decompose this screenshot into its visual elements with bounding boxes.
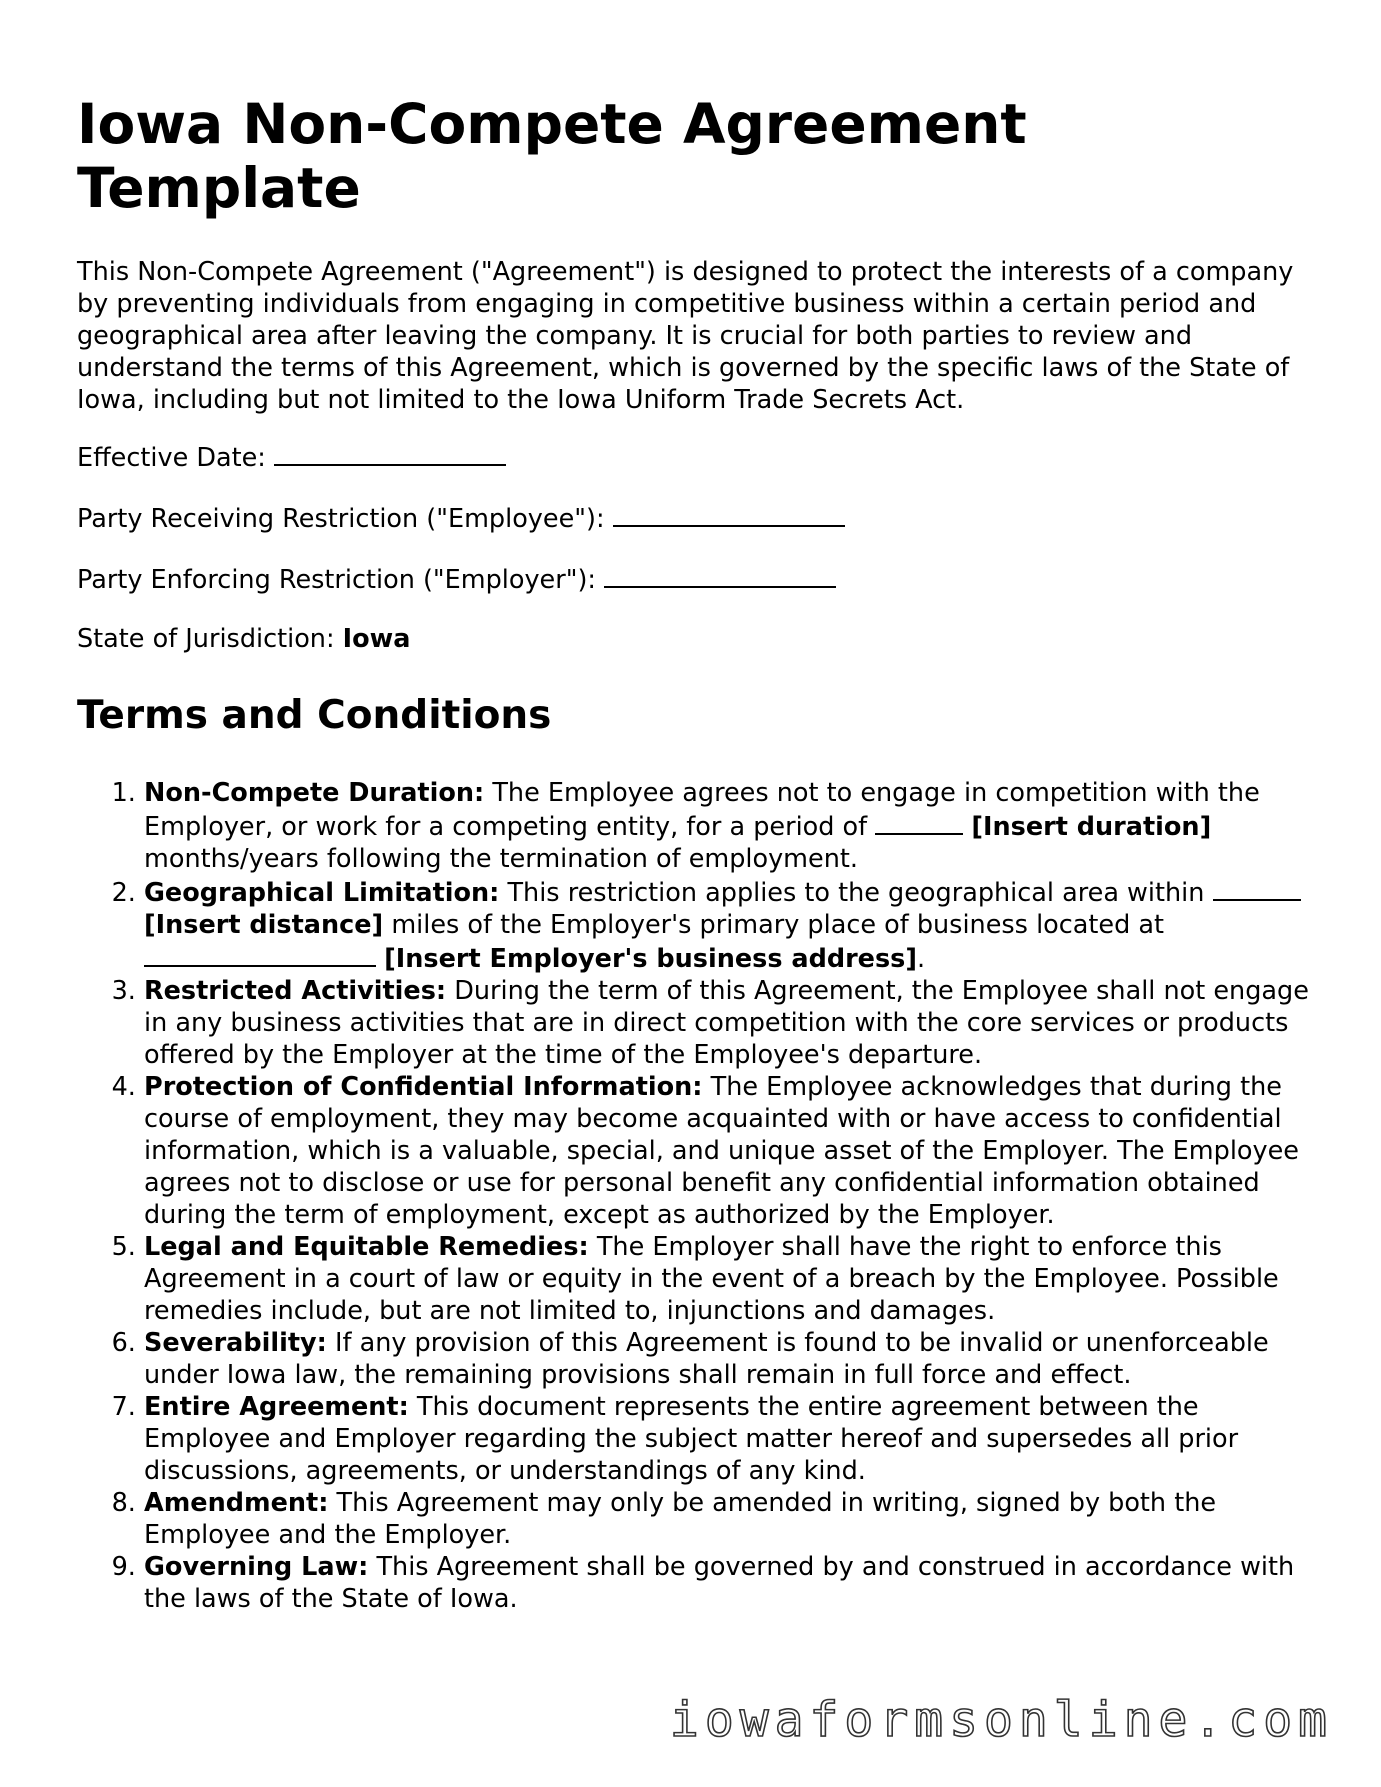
term-item-amendment — [144, 1487, 1322, 1551]
address-blank[interactable] — [144, 941, 376, 967]
employee-label: Party Receiving Restriction ("Employee"): — [77, 504, 605, 534]
duration-blank[interactable] — [875, 809, 963, 835]
term-heading: Entire Agreement: — [144, 1392, 409, 1422]
term-heading: Amendment: — [144, 1488, 329, 1518]
term-text: The Employee agrees not to engage in competition with the Employer, or work for a competing entity, for a period of — [144, 778, 1260, 842]
duration-placeholder: [Insert duration] — [971, 812, 1212, 842]
term-heading: Governing Law: — [144, 1552, 369, 1582]
employee-field — [77, 501, 1322, 535]
term-heading: Non-Compete Duration: — [144, 778, 485, 808]
document-page — [77, 92, 1322, 1615]
term-text: If any provision of this Agreement is found to be invalid or unenforceable under Iowa law, the remaining provisions shall remain in full force and effect. — [144, 1328, 1269, 1390]
term-item-governing-law — [144, 1551, 1322, 1615]
term-text: This restriction applies to the geographical area within — [507, 878, 1205, 908]
term-heading: Restricted Activities: — [144, 976, 447, 1006]
term-item-confidential-information — [144, 1071, 1322, 1231]
document-title: Iowa Non-Compete Agreement Template — [77, 92, 1027, 220]
jurisdiction-label: State of Jurisdiction: — [77, 624, 335, 654]
address-placeholder: [Insert Employer's business address] — [384, 944, 917, 974]
employer-label: Party Enforcing Restriction ("Employer"): — [77, 565, 596, 595]
term-item-restricted-activities — [144, 975, 1322, 1071]
effective-date-blank[interactable] — [274, 440, 506, 466]
term-heading: Protection of Confidential Information: — [144, 1072, 703, 1102]
effective-date-field — [77, 440, 1322, 474]
term-item-remedies — [144, 1231, 1322, 1327]
employer-blank[interactable] — [604, 562, 836, 588]
terms-list — [77, 777, 1322, 1615]
term-item-duration — [144, 777, 1322, 875]
employee-blank[interactable] — [613, 501, 845, 527]
employer-field — [77, 562, 1322, 596]
effective-date-label: Effective Date: — [77, 443, 266, 473]
term-item-entire-agreement — [144, 1391, 1322, 1487]
intro-paragraph: This Non-Compete Agreement ("Agreement") is designed to protect the interests of a company by preventing individuals from engaging in competitive business within a certain period and geographical area after leaving the company. It is crucial for both parties to review and understand the terms of this Agreement, which is governed by the specific laws of the State of Iowa, including but not limited to the Iowa Uniform Trade Secrets Act. — [77, 257, 1294, 415]
term-text: months/years following the termination of employment. — [144, 844, 858, 874]
term-text: miles of the Employer's primary place of business located at — [391, 910, 1165, 940]
distance-blank[interactable] — [1213, 875, 1301, 901]
term-text: . — [916, 944, 926, 974]
term-text: This Agreement shall be governed by and construed in accordance with the laws of the State of Iowa. — [144, 1552, 1295, 1614]
jurisdiction-value: Iowa — [342, 624, 411, 654]
term-text: The Employee acknowledges that during the course of employment, they may become acquainted with or have access to confidential information, which is a valuable, special, and unique asset of the Employer. The Employee agrees not to disclose or use for personal benefit any confidential information obtained during the term of employment, except as authorized by the Employer. — [144, 1072, 1299, 1230]
jurisdiction-field — [77, 623, 1322, 655]
term-text: During the term of this Agreement, the Employee shall not engage in any business activities that are in direct competition with the core services or products offered by the Employer at the time of the Employee's departure. — [144, 976, 1309, 1070]
term-heading: Geographical Limitation: — [144, 878, 500, 908]
term-text: This document represents the entire agreement between the Employee and Employer regarding the subject matter hereof and supersedes all prior discussions, agreements, or understandings of any kind. — [144, 1392, 1239, 1486]
term-heading: Severability: — [144, 1328, 327, 1358]
terms-heading: Terms and Conditions — [77, 693, 552, 738]
site-watermark: iowaformsonline.com — [669, 1692, 1333, 1748]
distance-placeholder: [Insert distance] — [144, 910, 384, 940]
term-text: This Agreement may only be amended in writing, signed by both the Employee and the Employer. — [144, 1488, 1217, 1550]
term-item-geography — [144, 875, 1322, 975]
term-heading: Legal and Equitable Remedies: — [144, 1232, 589, 1262]
term-text: The Employer shall have the right to enforce this Agreement in a court of law or equity in the event of a breach by the Employee. Possible remedies include, but are not limited to, injunctions and damages. — [144, 1232, 1279, 1326]
term-item-severability — [144, 1327, 1322, 1391]
